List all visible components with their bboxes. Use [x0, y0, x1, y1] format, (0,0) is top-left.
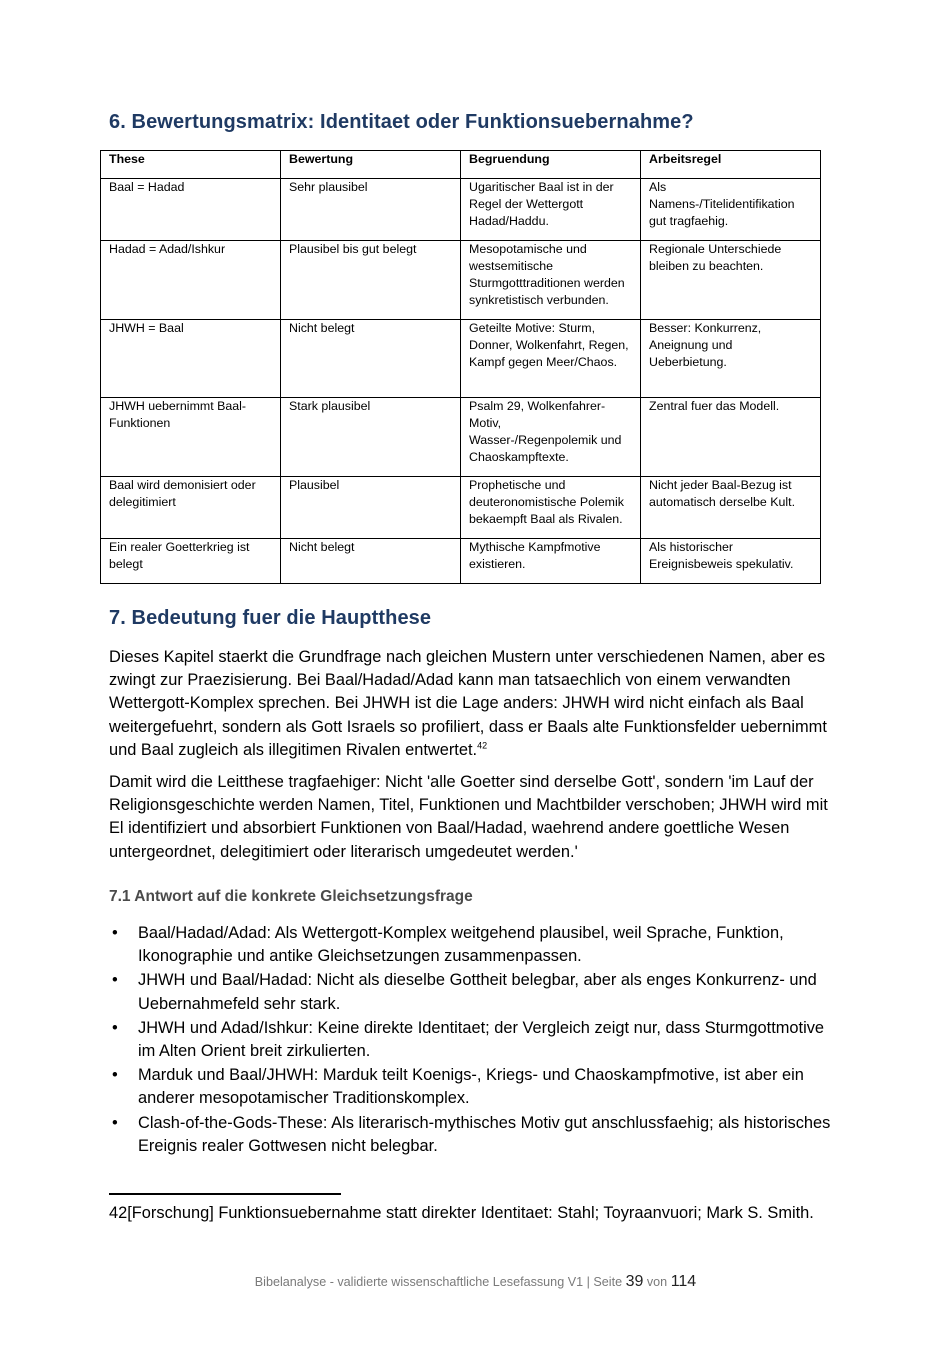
list-item [109, 969, 844, 1015]
cell-begruendung: Psalm 29, Wolkenfahrer-Motiv, Wasser-/Regenpolemik und Chaoskampftexte. [461, 398, 641, 477]
evaluation-matrix-table [100, 150, 821, 584]
list-item-text: Marduk und Baal/JHWH: Marduk teilt Koenigs-, Kriegs- und Chaoskampfmotive, ist aber ein anderer mesopotamischer Traditionskomplex. [138, 1066, 804, 1108]
paragraph-1-text: Dieses Kapitel staerkt die Grundfrage nach gleichen Mustern unter verschiedenen Namen, aber es zwingt zur Praezisierung. Bei Baal/Hadad/Adad kann man tatsaechlich von einem verwandten Wettergott-Komplex sprechen. Bei JHWH ist die Lage anders: JHWH wird nicht einfach als Baal weitergefuehrt, sondern als Gott Israels so profiliert, dass er Baals alte Funktionsfelder uebernimmt und Baal zugleich als illegitimen Rivalen entwertet. [109, 648, 827, 759]
cell-bewertung: Nicht belegt [281, 539, 461, 584]
cell-arbeitsregel: Besser: Konkurrenz, Aneignung und Ueberbietung. [641, 320, 821, 398]
section-6-heading: 6. Bewertungsmatrix: Identitaet oder Funktionsuebernahme? [109, 111, 694, 133]
cell-arbeitsregel: Nicht jeder Baal-Bezug ist automatisch derselbe Kult. [641, 477, 821, 539]
bullet-icon: • [112, 1113, 118, 1132]
cell-arbeitsregel: Als Namens-/Titelidentifikation gut tragfaehig. [641, 179, 821, 241]
header-bewertung: Bewertung [281, 151, 461, 179]
section-7-paragraph-1 [109, 646, 839, 762]
cell-bewertung: Nicht belegt [281, 320, 461, 398]
footnote-42: 42[Forschung] Funktionsuebernahme statt direkter Identitaet: Stahl; Toyraanvuori; Mark S. Smith. [109, 1204, 814, 1222]
table-row [101, 539, 821, 584]
list-item [109, 922, 844, 968]
table-header-row [101, 151, 821, 179]
cell-these: Hadad = Adad/Ishkur [101, 241, 281, 320]
table-row [101, 398, 821, 477]
page-footer [0, 1273, 951, 1291]
footnote-divider [109, 1193, 341, 1195]
table-row [101, 477, 821, 539]
cell-arbeitsregel: Als historischer Ereignisbeweis spekulativ. [641, 539, 821, 584]
footer-page-number: 39 [625, 1273, 644, 1290]
cell-begruendung: Mythische Kampfmotive existieren. [461, 539, 641, 584]
header-begruendung: Begruendung [461, 151, 641, 179]
equation-answer-list [109, 922, 844, 1159]
cell-bewertung: Stark plausibel [281, 398, 461, 477]
bullet-icon: • [112, 1066, 118, 1085]
header-these: These [101, 151, 281, 179]
bullet-icon: • [112, 924, 118, 942]
bullet-icon: • [112, 971, 118, 990]
table-row [101, 179, 821, 241]
cell-bewertung: Sehr plausibel [281, 179, 461, 241]
list-item [109, 1112, 844, 1158]
cell-arbeitsregel: Regionale Unterschiede bleiben zu beachten. [641, 241, 821, 320]
header-arbeitsregel: Arbeitsregel [641, 151, 821, 179]
cell-begruendung: Prophetische und deuteronomistische Polemik bekaempft Baal als Rivalen. [461, 477, 641, 539]
cell-these: Ein realer Goetterkrieg ist belegt [101, 539, 281, 584]
table-row [101, 241, 821, 320]
list-item [109, 1017, 844, 1063]
bullet-icon: • [112, 1018, 118, 1037]
list-item-text: JHWH und Adad/Ishkur: Keine direkte Identitaet; der Vergleich zeigt nur, dass Sturmgottmotive im Alten Orient breit zirkulierten. [138, 1018, 825, 1061]
cell-bewertung: Plausibel bis gut belegt [281, 241, 461, 320]
list-item-text: JHWH und Baal/Hadad: Nicht als dieselbe Gottheit belegbar, aber als enges Konkurrenz- und Uebernahmefeld sehr stark. [138, 971, 817, 1013]
cell-these: Baal wird demonisiert oder delegitimiert [101, 477, 281, 539]
footer-of: von [646, 1275, 668, 1289]
section-7-paragraph-2: Damit wird die Leitthese tragfaehiger: Nicht 'alle Goetter sind derselbe Gott', sondern 'im Lauf der Religionsgeschichte werden Namen, Titel, Funktionen und Machtbilder verschoben; JHWH wird mit El identifiziert und absorbiert Funktionen von Baal/Hadad, waehrend andere goettliche Wesen untergeordnet, delegitimiert oder literarisch umgedeutet werden.' [109, 773, 828, 861]
footnote-ref-42[interactable]: 42 [477, 740, 488, 751]
section-7-heading: 7. Bedeutung fuer die Hauptthese [109, 607, 432, 629]
cell-these: Baal = Hadad [101, 179, 281, 241]
footer-total-pages: 114 [670, 1273, 697, 1290]
footer-label: Bibelanalyse - validierte wissenschaftliche Lesefassung V1 | Seite [254, 1275, 623, 1289]
table-row [101, 320, 821, 398]
cell-begruendung: Mesopotamische und westsemitische Sturmgotttraditionen werden synkretistisch verbunden. [461, 241, 641, 320]
list-item-text: Clash-of-the-Gods-These: Als literarisch-mythisches Motiv gut anschlussfaehig; als historisches Ereignis realer Gottwesen nicht belegbar. [138, 1113, 831, 1155]
cell-arbeitsregel: Zentral fuer das Modell. [641, 398, 821, 477]
cell-begruendung: Ugaritischer Baal ist in der Regel der Wettergott Hadad/Haddu. [461, 179, 641, 241]
section-7-1-heading: 7.1 Antwort auf die konkrete Gleichsetzungsfrage [109, 888, 473, 905]
list-item-text: Baal/Hadad/Adad: Als Wettergott-Komplex weitgehend plausibel, weil Sprache, Funktion, Ikonographie und antike Gleichsetzungen zusammenpassen. [138, 924, 784, 966]
cell-bewertung: Plausibel [281, 477, 461, 539]
cell-these: JHWH uebernimmt Baal-Funktionen [101, 398, 281, 477]
cell-begruendung: Geteilte Motive: Sturm, Donner, Wolkenfahrt, Regen, Kampf gegen Meer/Chaos. [461, 320, 641, 398]
list-item [109, 1064, 844, 1110]
cell-these: JHWH = Baal [101, 320, 281, 398]
